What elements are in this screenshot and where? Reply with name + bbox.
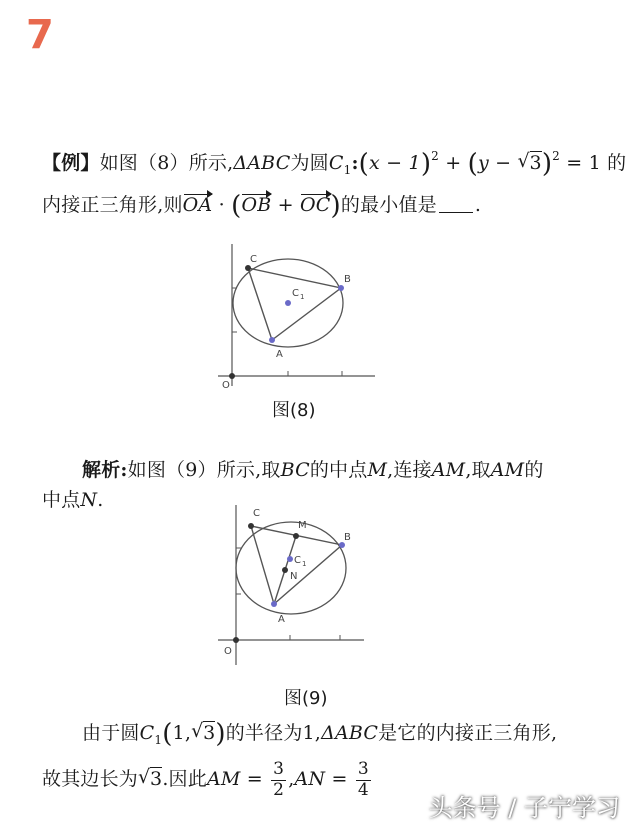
section-number: 7: [26, 12, 54, 58]
segment-am: AM: [431, 459, 466, 481]
label-b: B: [344, 274, 351, 285]
point-n: [282, 567, 288, 573]
vector-oa: OA: [182, 194, 213, 216]
label-c-2: C: [253, 508, 260, 519]
analysis-text-b: 的中点: [309, 459, 368, 481]
conclusion-line-1: 由于圆$C_1(1,√$ 3)的半径为1,ΔABC是它的内接正三角形,: [82, 718, 557, 747]
point-a-2: [271, 601, 277, 607]
label-c: C: [250, 254, 257, 265]
label-a-2: A: [278, 614, 285, 625]
point-c: [245, 265, 251, 271]
example-line-1: 【例】如图（8）所示,ΔABC为圆$C_1:(x - 1)^2 + (y$ − √ 3)$^2$ = 1 的: [42, 148, 626, 177]
example-line2-text-c: .: [474, 194, 482, 216]
label-a: A: [276, 349, 283, 360]
label-c1-sub: 1: [300, 293, 305, 301]
conclusion-text-c: 是它的内接正三角形,: [378, 722, 558, 744]
analysis-text-a: 如图（9）所示,取: [127, 459, 281, 481]
analysis-label: 解析:: [82, 459, 128, 481]
eq-sqrt: √ 3: [518, 152, 542, 174]
analysis-text-d: ,取: [465, 459, 491, 481]
am-name: AM: [206, 768, 241, 791]
triangle-abc: [248, 268, 341, 340]
figure-8-caption: 图(8): [272, 400, 316, 421]
example-text-c: 为圆: [290, 152, 329, 174]
point-m: [293, 533, 299, 539]
plus-operator: +: [277, 194, 294, 216]
example-text-a: 如图（8）所示,: [99, 152, 234, 174]
eq-exp-2: 2: [552, 149, 560, 163]
comma: ,: [288, 768, 295, 791]
segment-am-2: AM: [490, 459, 525, 481]
label-c1-2: C: [294, 555, 301, 566]
eq-sign-2: =: [331, 768, 348, 791]
example-line2-text-b: 的最小值是: [340, 194, 437, 216]
label-c1: C: [292, 288, 299, 299]
example-line2-text-a: 内接正三角形,则: [42, 194, 183, 216]
point-b: [338, 285, 344, 291]
an-name: AN: [294, 768, 326, 791]
analysis-line2-text-a: 中点: [42, 489, 81, 511]
watermark: 头条号 / 子宁学习: [428, 794, 620, 822]
conclusion-line2-text-b: .因此: [162, 768, 207, 791]
vector-ob: OB: [241, 194, 272, 216]
point-c1-2: [287, 556, 293, 562]
point-o-2: [233, 637, 239, 643]
analysis-line-2: [42, 485, 103, 512]
an-fraction: $\frac{3}{4}$: [357, 759, 369, 800]
center-coord-a: 1,: [172, 722, 192, 744]
triangle-name: ΔABC: [233, 152, 291, 174]
label-n: N: [290, 571, 298, 582]
circle-subscript-2: 1: [154, 732, 163, 747]
eq-rhs: = 1: [566, 152, 601, 174]
triangle-name-2: ΔABC: [321, 722, 379, 744]
vector-oc: OC: [300, 194, 331, 216]
label-m: M: [298, 520, 307, 531]
dot-operator: ·: [218, 194, 225, 216]
example-line-2: 内接正三角形,则OA · (OB + OC)的最小值是 .: [42, 191, 482, 221]
figure-9-diagram: [214, 500, 374, 670]
eq-exp-1: 2: [431, 149, 440, 163]
conclusion-line-2: [42, 760, 373, 800]
analysis-text-e: 的: [524, 459, 544, 481]
label-o: O: [222, 380, 230, 391]
analysis-text-c: ,连接: [387, 459, 432, 481]
circle-name: C: [328, 152, 344, 174]
circle-subscript: 1: [343, 162, 352, 177]
segment-bc: BC: [280, 459, 310, 481]
eq-term-x: x − 1: [369, 152, 421, 174]
label-o-2: O: [224, 646, 232, 657]
figure-9-caption: 图(9): [284, 688, 328, 709]
colon: :: [351, 152, 359, 174]
figure-8-diagram: [210, 236, 380, 396]
circle-name-2: C: [139, 722, 155, 744]
label-c1-sub-2: 1: [302, 560, 307, 568]
conclusion-line2-text-a: 故其边长为: [42, 768, 139, 791]
point-m-name: M: [367, 459, 388, 481]
example-text-d: 的: [607, 152, 627, 174]
eq-term-y: y −: [477, 152, 518, 174]
answer-blank: [439, 198, 473, 213]
label-b-2: B: [344, 532, 351, 543]
conclusion-text-a: 由于圆: [82, 722, 140, 744]
am-fraction: $\frac{3}{2}$: [273, 759, 285, 800]
point-n-name: N: [80, 489, 98, 511]
analysis-line-1: [82, 455, 544, 482]
point-c1: [285, 300, 291, 306]
example-tag: 【例】: [42, 152, 100, 174]
circle-c1-2: [236, 522, 346, 614]
center-sqrt: √ 3: [191, 722, 215, 744]
eq-sign-1: =: [246, 768, 263, 791]
analysis-line2-text-b: .: [97, 489, 104, 511]
point-o: [229, 373, 235, 379]
side-sqrt: √ 3: [138, 768, 162, 790]
point-c-2: [248, 523, 254, 529]
point-a: [269, 337, 275, 343]
conclusion-text-b: 的半径为1,: [225, 722, 322, 744]
